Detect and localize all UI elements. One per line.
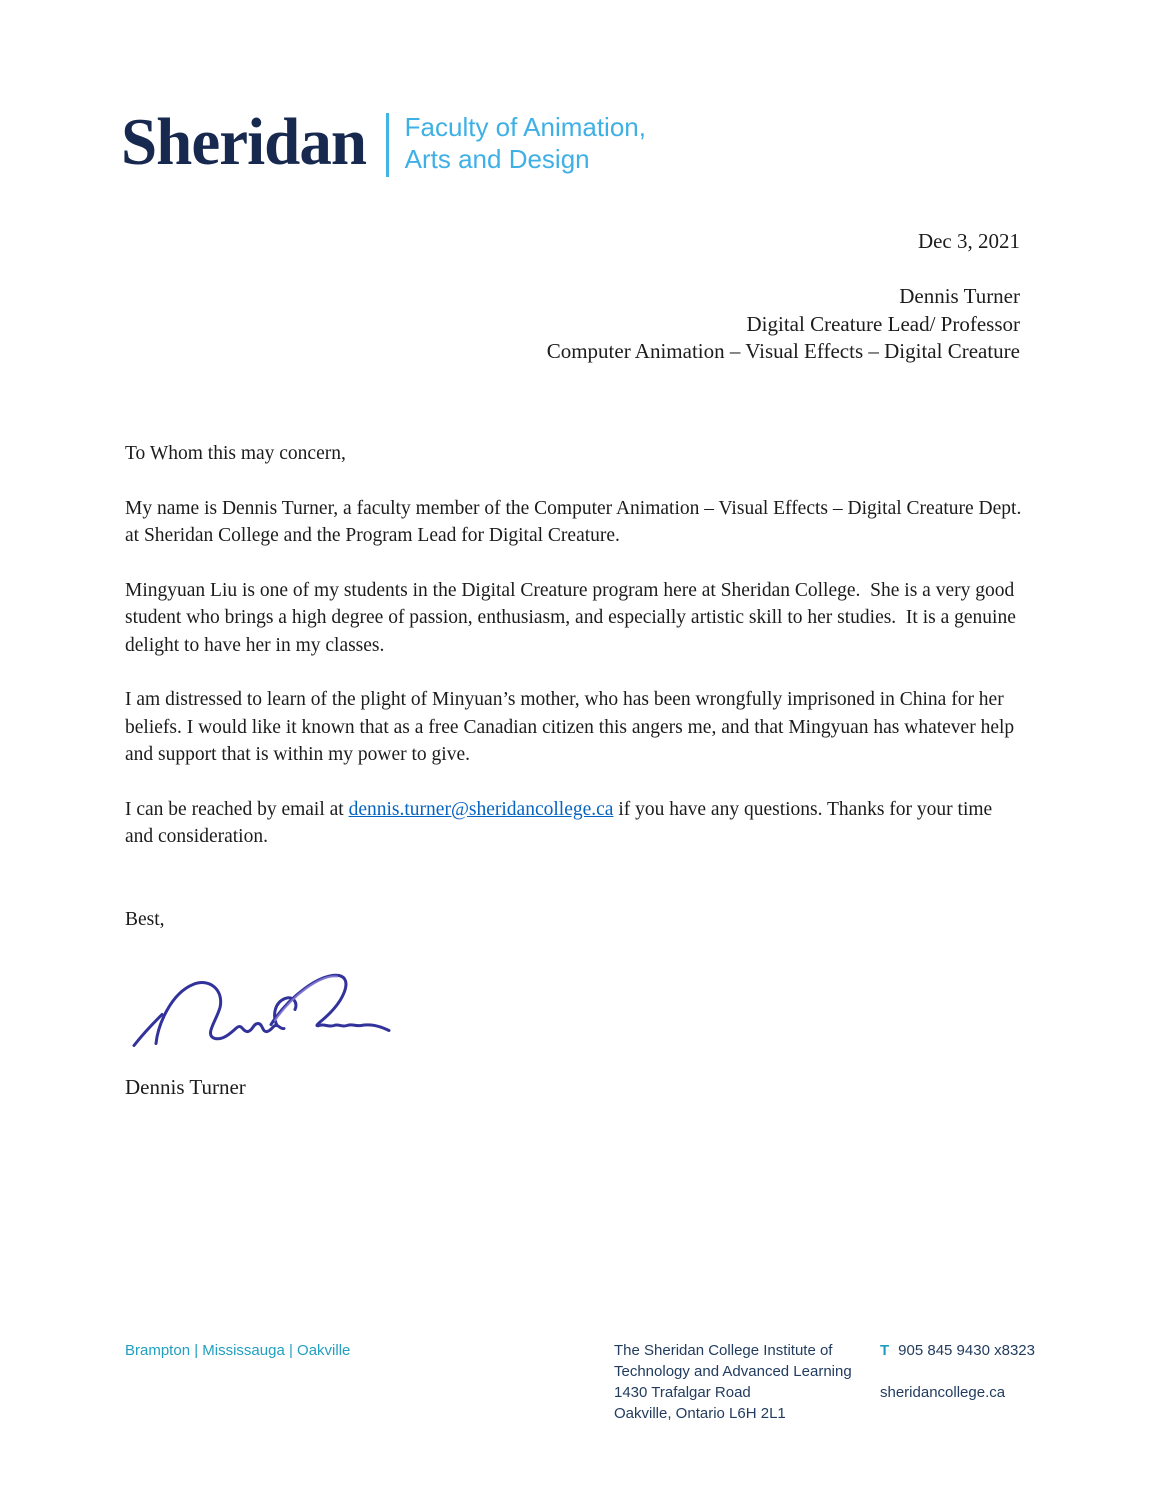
email-link[interactable]: dennis.turner@sheridancollege.ca [348,798,614,820]
sender-title: Digital Creature Lead/ Professor [746,311,1020,336]
address-line2: Oakville, Ontario L6H 2L1 [614,1405,786,1422]
sheridan-wordmark: Sheridan [121,105,367,179]
logo-divider [386,113,389,177]
phone-number: 905 845 9430 x8323 [898,1342,1035,1359]
paragraph-student: Mingyuan Liu is one of my students in the Digital Creature program here at Sheridan College. She is a very good student who brings a high degree of passion, enthusiasm, and especially artistic skill to her studies. It is a genuine delight to have her in my classes. [125,579,1021,656]
contact-text-after: if you have any questions. Thanks for your time and consideration. [125,798,998,847]
signer-name: Dennis Turner [125,1075,246,1099]
institute-line1: The Sheridan College Institute of [614,1342,833,1359]
faculty-line2: Arts and Design [404,144,590,174]
signature-block [125,960,1022,1060]
faculty-line1: Faculty of Animation, [404,112,646,142]
phone-label: T [880,1342,890,1359]
footer-campuses: Brampton | Mississauga | Oakville [125,1342,351,1359]
salutation: To Whom this may concern, [125,443,346,464]
signature-image [125,960,395,1060]
letterhead [121,104,646,180]
address-line1: 1430 Trafalgar Road [614,1384,751,1401]
footer-phone [880,1340,1035,1361]
paragraph-support: I am distressed to learn of the plight of Minyuan’s mother, who has been wrongfully imprisoned in China for her beliefs. I would like it known that as a free Canadian citizen this angers me, and that Mingyuan has whatever help and support that is within my power to give. [125,689,1020,765]
paragraph-contact [125,796,1022,851]
sender-name: Dennis Turner [899,284,1020,308]
closing: Best, [125,908,165,930]
sender-block [547,283,1020,366]
date-line: Dec 3, 2021 [917,229,1020,253]
faculty-name [405,104,646,175]
footer-institute-address [614,1340,852,1424]
sender-department: Computer Animation – Visual Effects – Digital Creature [546,339,1020,363]
contact-text-before: I can be reached by email at [125,798,349,820]
letter-body [125,440,1027,1102]
paragraph-intro: My name is Dennis Turner, a faculty member of the Computer Animation – Visual Effects – Digital Creature Dept. at Sheridan College and the Program Lead for Digital Creature. [125,497,1027,546]
footer-website: sheridancollege.ca [880,1384,1006,1401]
signature-ink-t-stem [275,998,296,1026]
signature-ink-main [156,983,284,1044]
institute-line2: Technology and Advanced Learning [614,1363,852,1380]
